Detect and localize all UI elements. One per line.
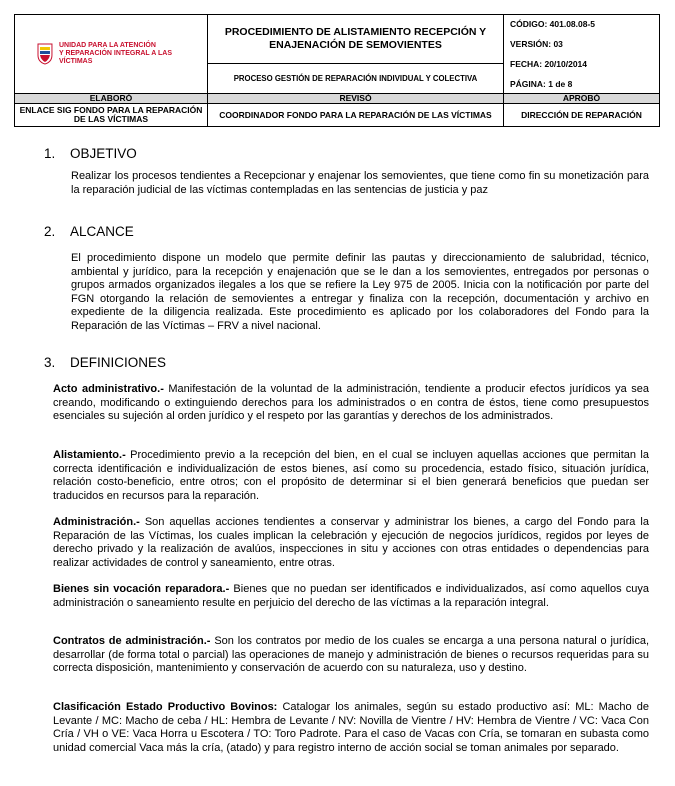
reviso-label: REVISÓ [208, 94, 504, 104]
shield-icon [37, 43, 53, 65]
definition-text: Son aquellas acciones tendientes a conservar y administrar los bienes, a cargo del Fondo para la Reparación de las Víctimas, los cuales implican la celebración y ejecución de negocios jurídicos, regidos por leyes de derecho privado y la realización de avalúos, inspecciones in situ y acciones con otras entidades o dependencias para realizar actividades de control y saneamiento, entre otras. [53, 516, 649, 569]
pagina: PÁGINA: 1 de 8 [510, 79, 573, 89]
section-number: 1. [44, 146, 56, 161]
definition-clasificacion-bovinos [53, 701, 649, 755]
document-meta [504, 15, 660, 94]
definition-text: Son los contratos por medio de los cuales se encarga a una persona natural o jurídica, desarrollar (de forma total o parcial) las operaciones de manejo y administración de bienes o recursos requeridas para su correcta disposición, mantenimiento y conservación de acuerdo con su naturaleza, uso y destino. [53, 635, 650, 674]
codigo: CÓDIGO: 401.08.08-5 [510, 19, 596, 29]
definition-contratos-administracion [53, 635, 649, 676]
definition-term: Contratos de administración.- [53, 635, 211, 647]
fecha: FECHA: 20/10/2014 [510, 59, 588, 69]
aprobo-value: DIRECCIÓN DE REPARACIÓN [504, 104, 660, 127]
definition-alistamiento [53, 449, 649, 503]
document-header [14, 14, 660, 127]
unidad-victimas-logo [15, 42, 207, 66]
section-number: 2. [44, 224, 56, 239]
elaboro-value: ENLACE SIG FONDO PARA LA REPARACIÓN DE LAS VÍCTIMAS [15, 104, 208, 127]
document-title: PROCEDIMIENTO DE ALISTAMIENTO RECEPCIÓN Y ENAJENACIÓN DE SEMOVIENTES [208, 15, 504, 64]
definition-term: Administración.- [53, 516, 140, 528]
elaboro-label: ELABORÓ [15, 94, 208, 104]
logo-cell [15, 15, 208, 94]
definition-administracion [53, 516, 649, 570]
reviso-value: COORDINADOR FONDO PARA LA REPARACIÓN DE LAS VÍCTIMAS [208, 104, 504, 127]
section-alcance-heading [44, 224, 134, 239]
definition-text: Manifestación de la voluntad de la administración, tendiente a producir efectos jurídicos ya sea creando, modificando o extinguiendo derechos para los administrados o en contra de éstos, tiene como presupuestos esenciales su sujeción al orden jurídico y el respeto por las garantías y derechos de los administrados. [53, 383, 650, 422]
definition-term: Bienes sin vocación reparadora.- [53, 583, 230, 595]
definition-bienes-sin-vocacion [53, 583, 649, 610]
section-number: 3. [44, 355, 56, 370]
logo-text [59, 42, 207, 66]
alcance-text: El procedimiento dispone un modelo que permite definir las pautas y direccionamiento de salubridad, técnico, ambiental y jurídico, para la recepción y enajenación que se le dan a los semovientes, entregados por personas o grupos armados organizados ilegales a los que se refiere la Ley 975 de 2005. Inicia con la notificación por parte del FGN otorgando la relación de semovientes a entregar y finaliza con la recepción, documentación y archivo en expediente de la diligencia realizada. Este procedimiento es aplicado por los colaboradores del Fondo para la Reparación de las Víctimas – FRV a nivel nacional. [71, 252, 649, 332]
definition-term: Clasificación Estado Productivo Bovinos: [53, 701, 278, 713]
definition-acto-administrativo [53, 383, 649, 424]
version: VERSIÓN: 03 [510, 39, 563, 49]
section-title: DEFINICIONES [70, 355, 167, 370]
section-title: ALCANCE [70, 224, 134, 239]
section-definiciones-heading [44, 355, 166, 370]
definition-text: Bienes que no puedan ser identificados e individualizados, así como aquellos cuya administración o saneamiento resulte en perjuicio del derecho de las víctimas a la reparación integral. [53, 583, 649, 609]
aprobo-label: APROBÓ [504, 94, 660, 104]
definition-term: Alistamiento.- [53, 449, 126, 461]
objetivo-text: Realizar los procesos tendientes a Recepcionar y enajenar los semovientes, que tiene como fin su monetización para la reparación judicial de las víctimas contempladas en las sentencias de justicia y paz [71, 170, 649, 196]
definition-text: Catalogar los animales, según su estado productivo así: ML: Macho de Levante / MC: Macho de ceba / HL: Hembra de Levante / NV: Novilla de Vientre / HV: Hembra de Vientre / VC: Vaca Con Cría / VH o VE: Vaca Horra u Escotera / TO: Toro Padrote. Para el caso de Vacas con Cría, se tomaran en subasta como unidad comercial Vaca más la cría, (atado) y para registro interno de acción social se toman animales por separado. [53, 701, 649, 754]
process-name: PROCESO GESTIÓN DE REPARACIÓN INDIVIDUAL Y COLECTIVA [208, 63, 504, 93]
logo-text-line2: Y REPARACIÓN INTEGRAL A LAS VÍCTIMAS [58, 50, 172, 65]
section-title: OBJETIVO [70, 146, 137, 161]
definition-term: Acto administrativo.- [53, 383, 164, 395]
definition-text: Procedimiento previo a la recepción del bien, en el cual se incluyen aquellas acciones que permitan la correcta identificación e individualización de estos bienes, así como su procedencia, estado físico, situación jurídica, relación costo-beneficio, entre otros; con el propósito de determinar si el bien generará beneficios que puedan ser traducidos en recursos para la reparación. [53, 449, 649, 502]
logo-text-line1: UNIDAD PARA LA ATENCIÓN [58, 42, 156, 49]
section-objetivo-heading [44, 146, 137, 161]
